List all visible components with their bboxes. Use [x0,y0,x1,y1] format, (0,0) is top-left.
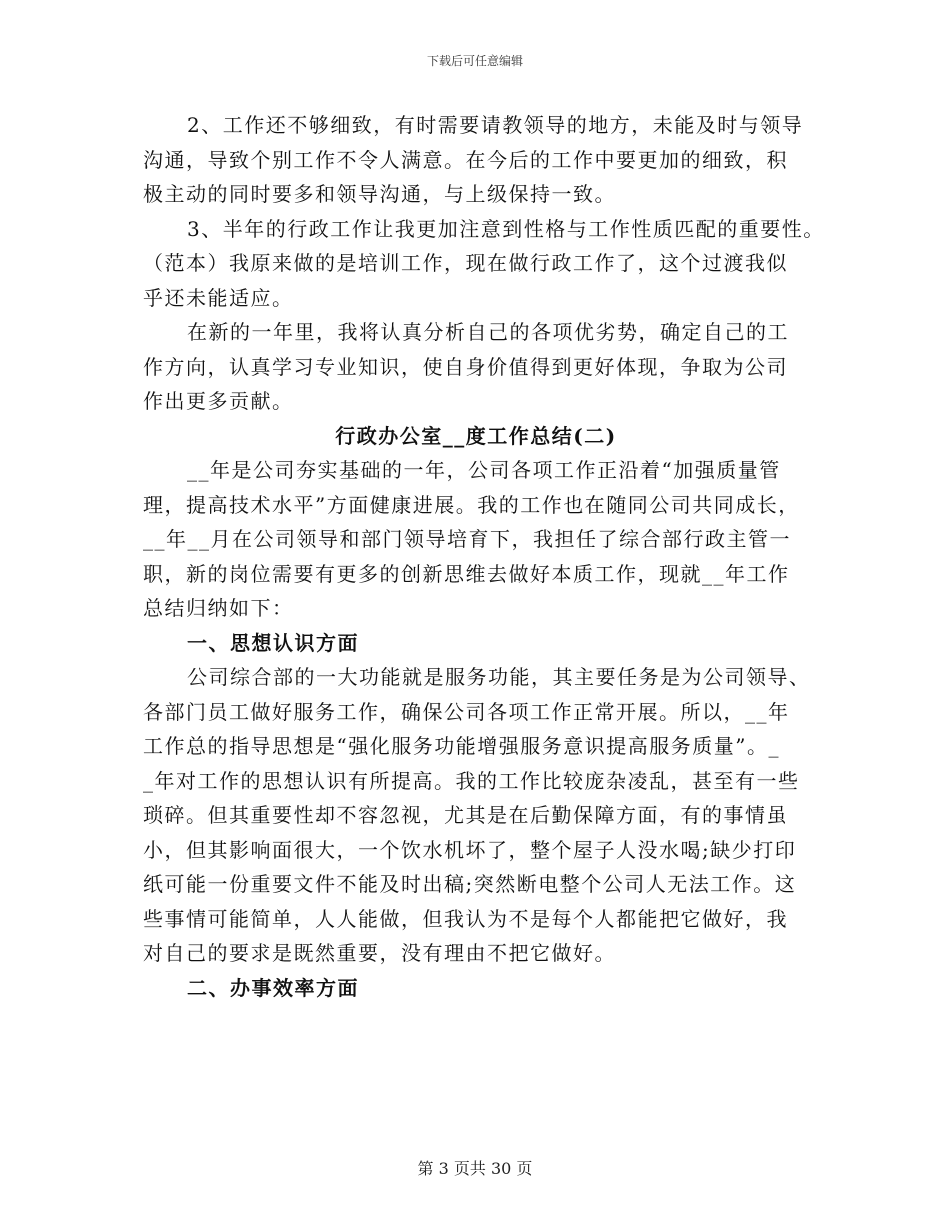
body-line: 些事情可能简单，人人能做，但我认为不是每个人都能把它做好，我 [143,906,788,931]
body-line: __年是公司夯实基础的一年，公司各项工作正沿着“加强质量管 [187,458,781,482]
subheading: 一、思想认识方面 [187,630,359,655]
body-line: 纸可能一份重要文件不能及时出稿;突然断电整个公司人无法工作。这 [143,872,797,896]
body-line: _年对工作的思想认识有所提高。我的工作比较庞杂凌乱，甚至有一些 [143,768,800,793]
body-line: 理，提高技术水平”方面健康进展。我的工作也在随同公司共同成长， [143,492,800,517]
body-line: 琐碎。但其重要性却不容忽视，尤其是在后勤保障方面，有的事情虽 [143,803,788,827]
body-line: 各部门员工做好服务工作，确保公司各项工作正常开展。所以，__年 [143,699,790,724]
body-line: 职，新的岗位需要有更多的创新思维去做好本质工作，现就__年工作 [143,561,790,586]
body-line: 公司综合部的一大功能就是服务功能，其主要任务是为公司领导、 [187,665,811,689]
page-footer: 第 3 页共 30 页 [417,1159,533,1178]
document-body [143,108,825,1005]
body-line: 作出更多贡献。 [143,389,294,413]
body-line: （范本）我原来做的是培训工作，现在做行政工作了，这个过渡我似 [143,251,788,275]
body-line: 总结归纳如下： [143,596,294,620]
body-line: __年__月在公司领导和部门领导培育下，我担任了综合部行政主管一 [143,527,791,551]
body-line: 工作总的指导思想是“强化服务功能增强服务意识提高服务质量”。_ [143,734,780,758]
body-line: 对自己的要求是既然重要，没有理由不把它做好。 [143,941,616,965]
body-line: 乎还未能适应。 [143,285,294,310]
subheading: 二、办事效率方面 [187,975,359,1000]
body-line: 沟通，导致个别工作不令人满意。在今后的工作中要更加的细致，积 [143,147,788,172]
body-line: 作方向，认真学习专业知识，使自身价值得到更好体现，争取为公司 [143,354,788,379]
page-header: 下载后可任意编辑 [426,54,523,68]
body-line: 极主动的同时要多和领导沟通，与上级保持一致。 [143,182,616,206]
body-line: 3、半年的行政工作让我更加注意到性格与工作性质匹配的重要性。 [187,216,825,241]
body-line: 小，但其影响面很大，一个饮水机坏了，整个屋子人没水喝;缺少打印 [143,837,797,862]
section-title: 行政办公室__度工作总结(二) [335,423,617,448]
body-line: 在新的一年里，我将认真分析自己的各项优劣势，确定自己的工 [187,320,789,344]
body-line: 2、工作还不够细致，有时需要请教领导的地方，未能及时与领导 [187,113,804,137]
